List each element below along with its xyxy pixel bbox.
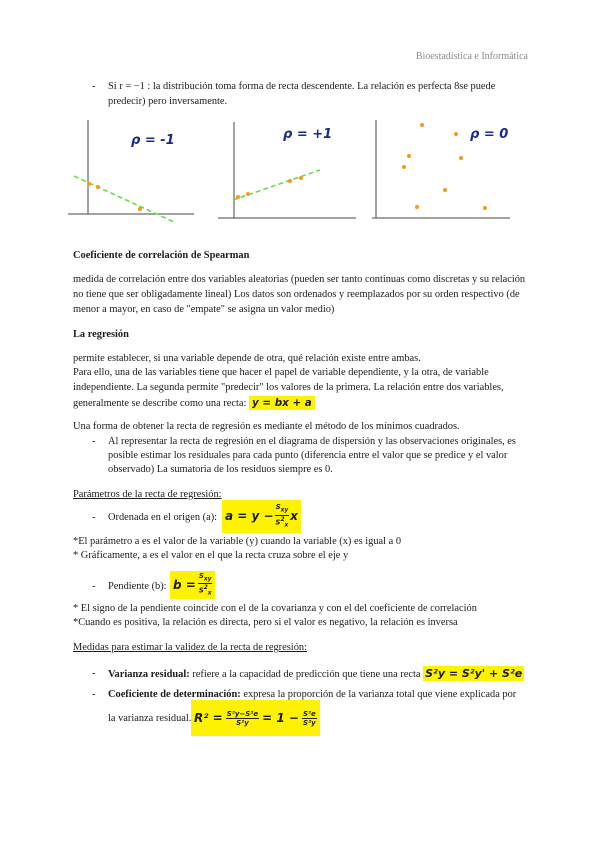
plot2-point	[288, 179, 292, 183]
determinacion-formula	[191, 700, 320, 736]
bullet-dash: -	[92, 581, 96, 592]
plot1-point	[96, 185, 100, 189]
correlation-plots	[68, 118, 368, 230]
plot3-point	[415, 205, 419, 209]
intro-bullet-line1: Si r = −1 : la distribución toma forma de recta descendente. La relación es perfecta 8se puede	[108, 81, 496, 92]
varianza-term: Varianza residual:	[108, 669, 190, 680]
note-a-parameter: *El parámetro a es el valor de la variable (y) cuando la variable (x) es igual a 0	[73, 536, 402, 547]
frac-num: S	[275, 503, 281, 512]
plot2-point	[246, 192, 250, 196]
ordenada-formula-rhs: x	[290, 509, 298, 524]
plot2-point	[236, 195, 240, 199]
plot1-point	[87, 182, 91, 186]
plot3-label: ρ = 0	[470, 127, 509, 142]
intro-bullet-line2: predecir) pero inversamente.	[108, 96, 228, 107]
regresion-line1: permite establecer, si una variable depende de otra, qué relación existe entre ambas.	[73, 353, 421, 364]
regresion-line4-row	[73, 396, 315, 411]
pendiente-formula-lhs: b =	[173, 577, 196, 592]
det-formula-eq: = 1 −	[262, 710, 299, 725]
running-header: Bioestadística e Informática	[415, 51, 528, 62]
bullet-dash: -	[92, 81, 96, 92]
pendiente-label: Pendiente (b):	[108, 581, 167, 592]
minimos-bullet-line2: posible estimar los residuales para cada punto (diferencia entre el valor que se predice y el valor	[108, 450, 508, 461]
frac-den-sup: 2	[280, 516, 285, 523]
determinacion-text: expresa la proporción de la varianza total que viene explicada por	[243, 689, 517, 700]
note-a-graphic: * Gráficamente, a es el valor en el que la recta cruza sobre el eje y	[73, 550, 349, 561]
frac-den-sub: x	[207, 591, 212, 598]
det-fraction-1	[226, 710, 259, 727]
plot3-point	[420, 123, 424, 127]
bullet-dash: -	[92, 689, 96, 700]
frac-den-sup: 2	[203, 585, 208, 592]
bullet-dash: -	[92, 512, 96, 523]
plot2-label: ρ = +1	[283, 127, 333, 142]
regresion-line4: generalmente se describe como una recta:	[73, 398, 247, 409]
regresion-line3: independiente. La segunda permite "predecir" los valores de la primera. La relación entre dos variables,	[73, 382, 504, 393]
bullet-dash: -	[92, 668, 96, 679]
varianza-text: refiere a la capacidad de predicción que tiene una recta	[192, 669, 421, 680]
plot1-point	[138, 207, 142, 211]
pendiente-formula	[170, 571, 215, 599]
minimos-line1: Una forma de obtener la recta de regresión es mediante el método de los mínimos cuadrados.	[73, 421, 460, 432]
bullet-dash: -	[92, 436, 96, 447]
regression-line-formula: y = bx + a	[249, 396, 315, 410]
varianza-row	[108, 667, 524, 682]
frac-num-sub: xy	[280, 507, 289, 514]
plot-rho-plus-1	[218, 122, 356, 218]
det-frac1-den: S²y	[236, 718, 249, 727]
det-fraction-2	[302, 710, 317, 727]
plot-rho-0	[372, 118, 512, 230]
frac-den: S	[198, 586, 204, 595]
ordenada-label: Ordenada en el origen (a):	[108, 512, 218, 523]
plot3-point	[402, 165, 406, 169]
det-formula-lhs: R² =	[194, 710, 223, 725]
plot3-point	[454, 132, 458, 136]
plot2-point	[299, 176, 303, 180]
plot3-point	[483, 206, 487, 210]
plot3-point	[407, 154, 411, 158]
minimos-bullet-line1: Al representar la recta de regresión en el diagrama de dispersión y las observaciones originales, es	[108, 436, 516, 447]
determinacion-line2: la varianza residual.	[108, 713, 192, 724]
plot3-point	[443, 188, 447, 192]
det-frac1-num: S²y−S²e	[226, 709, 259, 718]
regresion-line2: Para ello, una de las variables tiene que hacer el papel de variable dependiente, y la otra, de variable	[73, 367, 489, 378]
det-frac2-den: S²y	[303, 718, 316, 727]
frac-num: S	[198, 571, 204, 580]
determinacion-term: Coeficiente de determinación:	[108, 689, 241, 700]
spearman-line1: medida de correlación entre dos variables aleatorias (pueden ser tanto continuas como discretas y su relación	[73, 274, 526, 285]
ordenada-formula-lhs: a = y −	[225, 509, 274, 524]
det-frac2-num: S²e	[302, 709, 316, 718]
frac-den-sub: x	[284, 522, 289, 529]
ordenada-fraction	[275, 503, 290, 529]
varianza-formula: S²y = S²y' + S²e	[425, 667, 523, 680]
minimos-bullet-line3: observado) La sumatoria de los residuos siempre es 0.	[108, 464, 333, 475]
note-slope-sign: * El signo de la pendiente coincide con el de la covarianza y con el del coeficiente de correlación	[73, 603, 477, 614]
spearman-title: Coeficiente de correlación de Spearman	[73, 250, 250, 261]
regresion-title: La regresión	[73, 329, 129, 340]
plot-rho-minus-1	[68, 120, 194, 222]
note-slope-direction: *Cuando es positiva, la relación es directa, pero si el valor es negativo, la relación es inversa	[73, 617, 458, 628]
ordenada-formula	[222, 500, 301, 533]
parametros-title: Parámetros de la recta de regresión:	[73, 489, 222, 500]
frac-den: S	[275, 518, 281, 527]
pendiente-fraction	[198, 572, 213, 598]
spearman-line2: no tiene que ser obligadamente lineal) Los datos son ordenados y reemplazados por su orden respectivo (de	[73, 289, 520, 300]
frac-num-sub: xy	[203, 576, 212, 583]
plot2-trend-line	[233, 170, 320, 200]
medidas-title: Medidas para estimar la validez de la recta de regresión:	[73, 642, 307, 653]
spearman-line3: menor a mayor, en caso de "empate" se asigna un valor medio)	[73, 304, 335, 315]
plot1-label: ρ = -1	[131, 133, 175, 148]
plot3-point	[459, 156, 463, 160]
